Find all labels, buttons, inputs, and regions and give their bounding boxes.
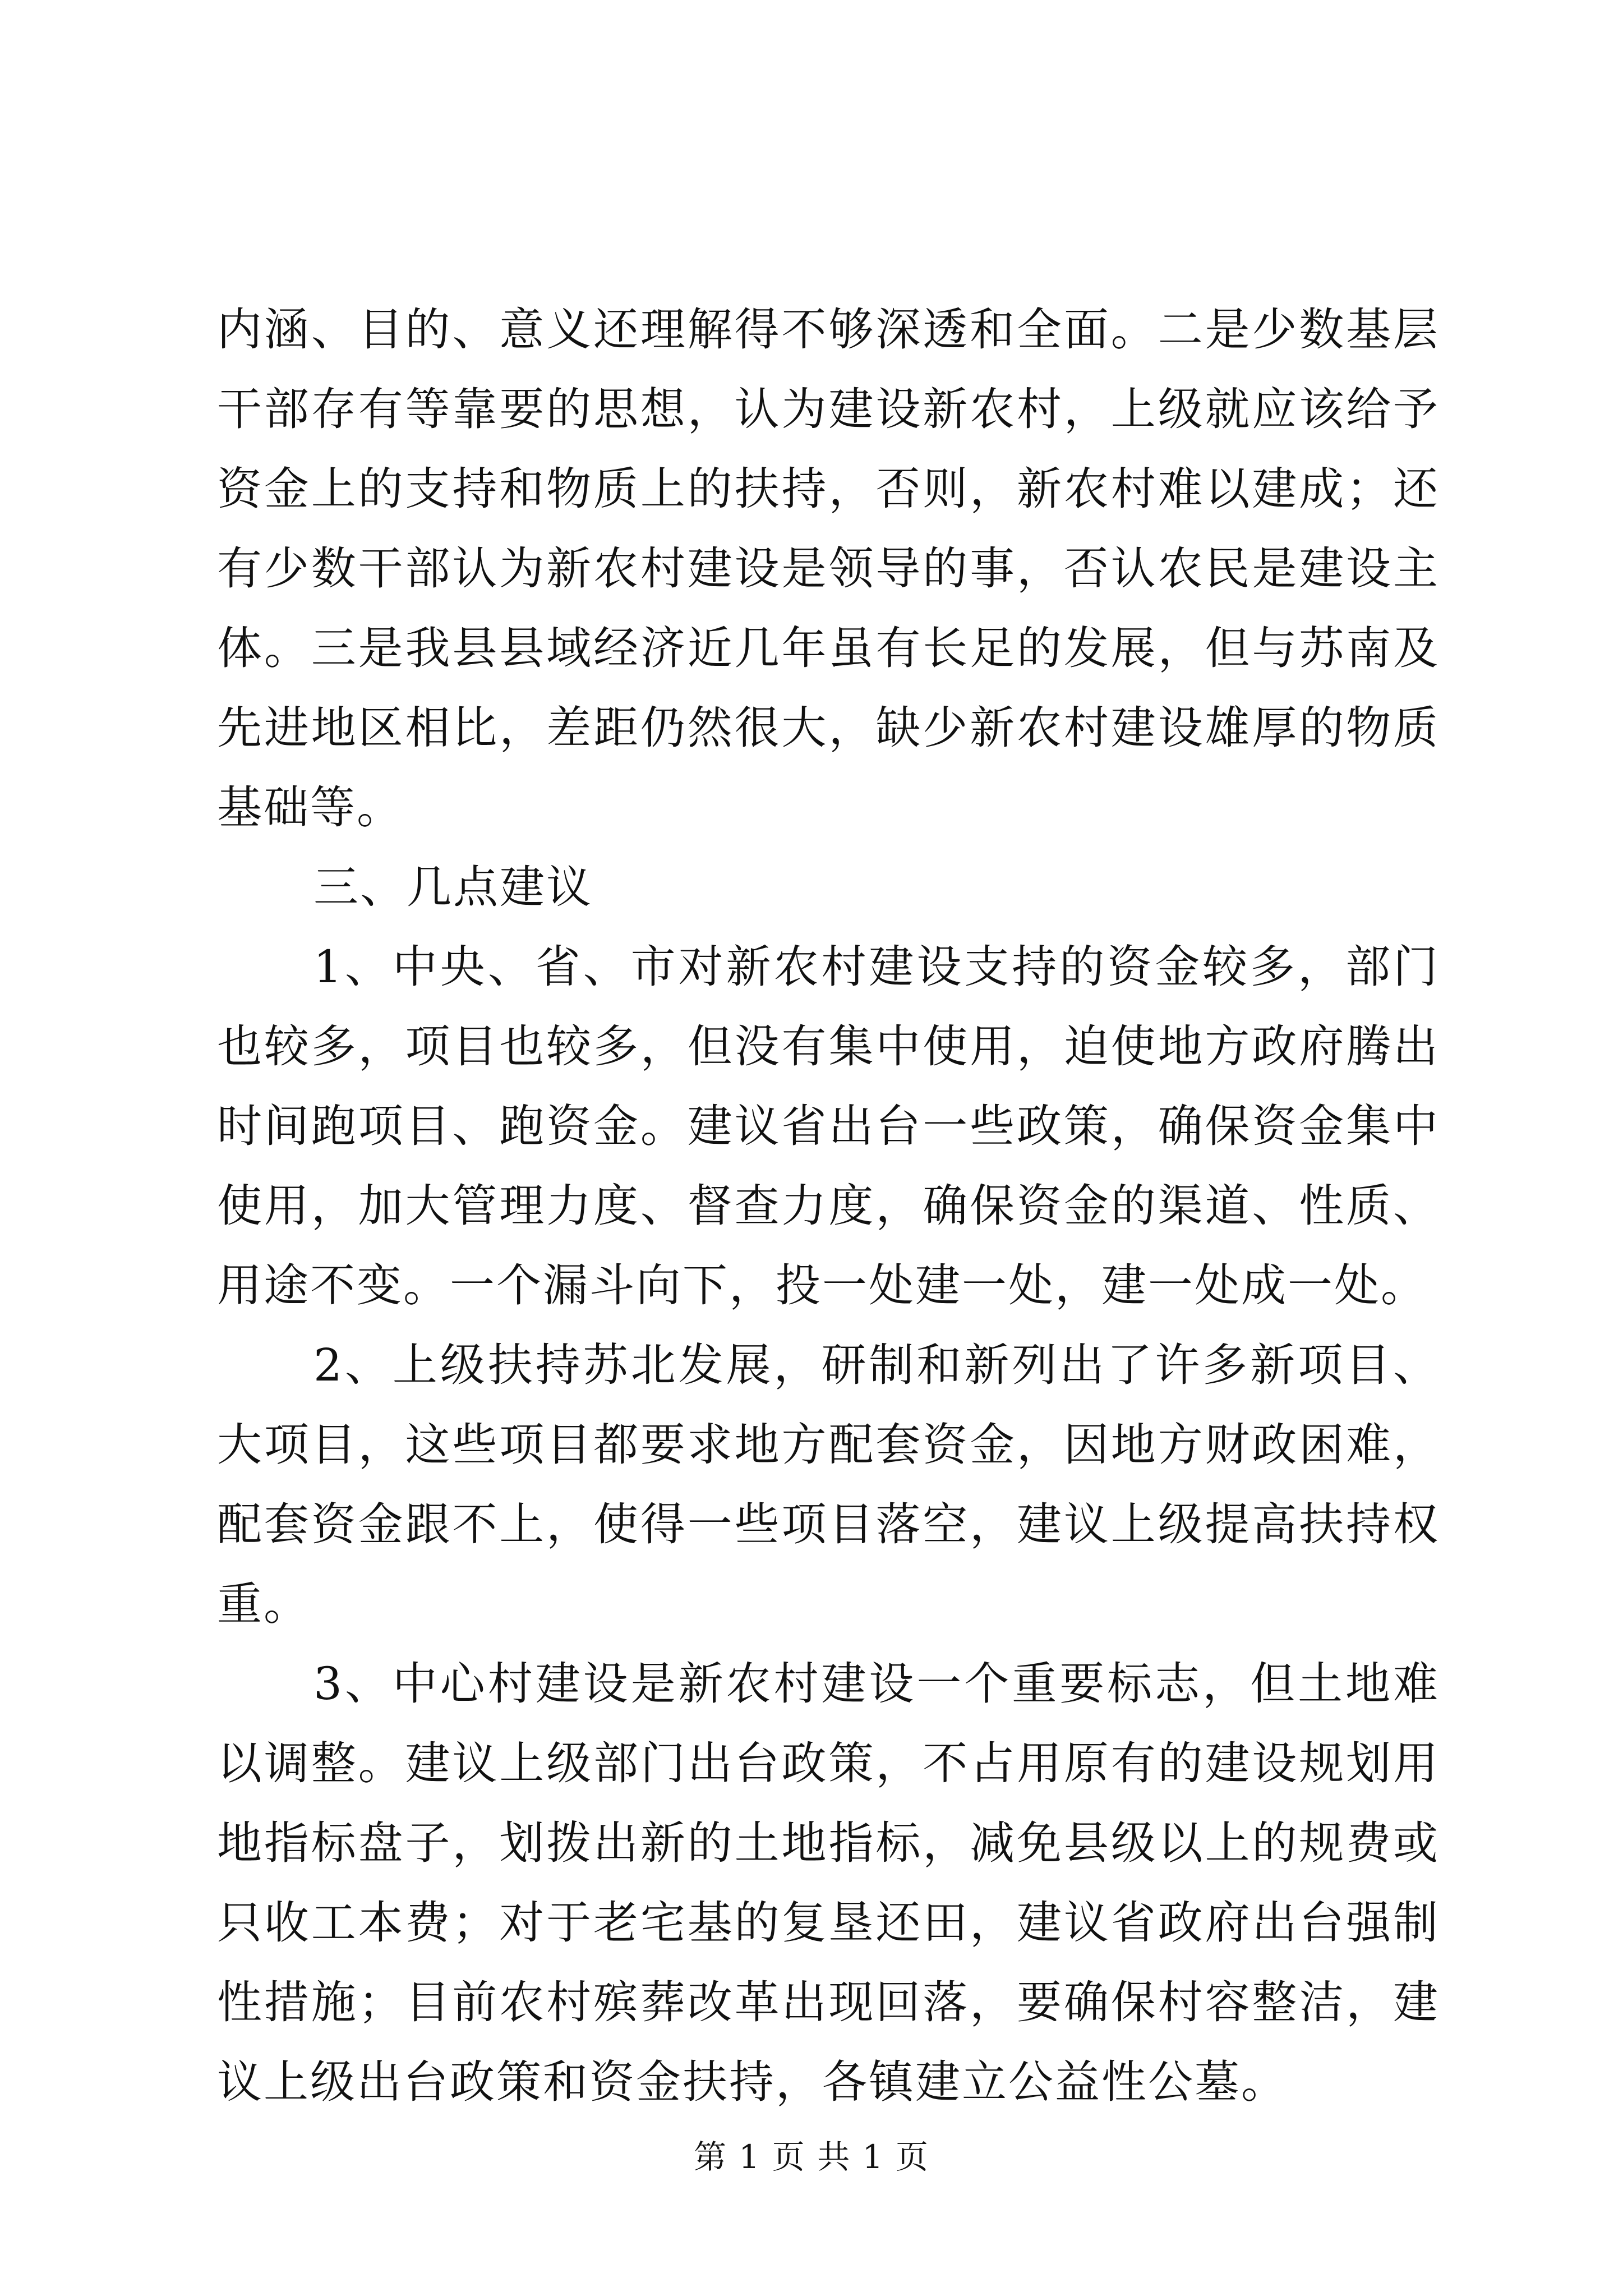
paragraph-continuation: 内涵、目的、意义还理解得不够深透和全面。二是少数基层干部存有等靠要的思想，认为建设新农村，上级就应该给予资金上的支持和物质上的扶持，否则，新农村难以建成；还有少数干部认为新农村建设是领导的事，否认农民是建设主体。三是我县县域经济近几年虽有长足的发展，但与苏南及先进地区相比，差距仍然很大，缺少新农村建设雄厚的物质基础等。 — [217, 303, 1440, 834]
body-text — [217, 290, 1440, 2122]
page-footer: 第 1 页 共 1 页 — [694, 2138, 929, 2176]
paragraph-suggestion-3: 3、中心村建设是新农村建设一个重要标志，但土地难以调整。建议上级部门出台政策，不占用原有的建设规划用地指标盘子，划拨出新的土地指标，减免县级以上的规费或只收工本费；对于老宅基的复垦还田，建议省政府出台强制性措施；目前农村殡葬改革出现回落，要确保村容整洁，建议上级出台政策和资金扶持，各镇建立公益性公墓。 — [217, 1658, 1440, 2108]
paragraph-suggestion-2: 2、上级扶持苏北发展，研制和新列出了许多新项目、大项目，这些项目都要求地方配套资金，因地方财政困难，配套资金跟不上，使得一些项目落空，建议上级提高扶持权重。 — [217, 1339, 1440, 1630]
paragraph-suggestion-1: 1、中央、省、市对新农村建设支持的资金较多，部门也较多，项目也较多，但没有集中使用，迫使地方政府腾出时间跑项目、跑资金。建议省出台一些政策，确保资金集中使用，加大管理力度、督查力度，确保资金的渠道、性质、用途不变。一个漏斗向下，投一处建一处，建一处成一处。 — [217, 941, 1440, 1312]
section-heading: 三、几点建议 — [313, 861, 593, 913]
